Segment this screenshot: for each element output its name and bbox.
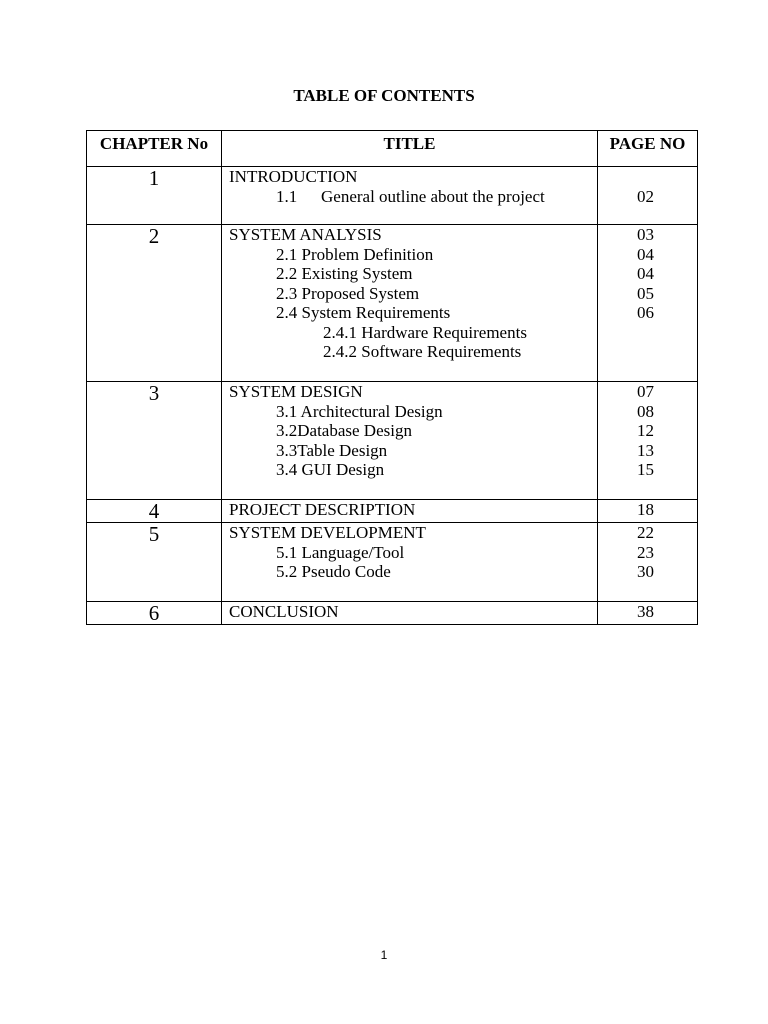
chapter-number: 6	[87, 602, 222, 625]
subsection-entry: 2.4 System Requirements	[276, 303, 451, 322]
table-row	[87, 382, 698, 500]
table-row	[87, 225, 698, 382]
page-no-header: PAGE NO	[598, 131, 698, 167]
subsection-entry: 3.1 Architectural Design	[276, 401, 443, 421]
subsection-entry: 3.2Database Design	[276, 421, 412, 440]
chapter-title-cell	[222, 523, 598, 602]
subsection-entry: 2.2 Existing System	[276, 264, 413, 283]
chapter-number: 2	[87, 225, 222, 382]
chapter-title-cell	[222, 382, 598, 500]
toc-table	[86, 130, 698, 625]
subsection-entry: 3.3Table Design	[276, 440, 388, 460]
page-number: 38	[637, 602, 654, 621]
subsubsection-entry: 2.4.2 Software Requirements	[323, 342, 522, 361]
page-number: 13	[637, 440, 654, 460]
subsection-number: 1.1	[276, 186, 298, 206]
chapter-title-cell	[222, 225, 598, 382]
chapter-number: 4	[87, 500, 222, 523]
footer-page-number: 1	[380, 948, 388, 962]
subsection-entry: 2.3 Proposed System	[276, 283, 420, 303]
title-header: TITLE	[222, 131, 598, 167]
chapter-no-header: CHAPTER No	[87, 131, 222, 167]
page-number: 23	[637, 542, 654, 562]
page-number: 05	[637, 283, 654, 303]
page-number: 30	[637, 562, 654, 581]
page-number: 12	[637, 421, 654, 440]
page-number: 08	[637, 401, 654, 421]
subsection-entry: 5.1 Language/Tool	[276, 542, 405, 562]
table-row	[87, 523, 698, 602]
page-title: TABLE OF CONTENTS	[293, 86, 475, 105]
chapter-heading: SYSTEM ANALYSIS	[229, 225, 382, 244]
page-number: 03	[637, 225, 654, 244]
table-row	[87, 167, 698, 225]
page-number-cell	[598, 602, 698, 625]
chapter-number: 3	[87, 382, 222, 500]
page-number: 07	[637, 382, 654, 401]
page-number-blank	[598, 167, 693, 187]
page-number: 15	[637, 460, 654, 479]
page-number: 04	[637, 264, 654, 283]
table-row	[87, 602, 698, 625]
chapter-title-cell	[222, 500, 598, 523]
page-number-cell	[598, 382, 698, 500]
page-number: 06	[637, 303, 654, 322]
subsection-entry	[229, 187, 597, 207]
subsection-entry: 2.1 Problem Definition	[276, 244, 434, 264]
chapter-heading: CONCLUSION	[229, 602, 339, 621]
chapter-title-cell	[222, 167, 598, 225]
page-number-cell	[598, 523, 698, 602]
subsection-text: General outline about the project	[321, 186, 545, 206]
chapter-heading: SYSTEM DEVELOPMENT	[229, 523, 426, 542]
page-number-cell	[598, 225, 698, 382]
page-number: 22	[637, 523, 654, 542]
page-number: 18	[637, 500, 654, 519]
chapter-heading: SYSTEM DESIGN	[229, 382, 363, 401]
table-row	[87, 500, 698, 523]
table-header-row	[87, 131, 698, 167]
page-number: 04	[637, 244, 654, 264]
page-number-cell	[598, 167, 698, 225]
subsection-entry: 5.2 Pseudo Code	[276, 562, 391, 581]
chapter-heading: PROJECT DESCRIPTION	[229, 500, 416, 519]
page-number: 02	[637, 186, 654, 206]
subsection-entry: 3.4 GUI Design	[276, 460, 385, 479]
page-number-cell	[598, 500, 698, 523]
chapter-number: 5	[87, 523, 222, 602]
chapter-number: 1	[87, 167, 222, 225]
chapter-title-cell	[222, 602, 598, 625]
chapter-heading: INTRODUCTION	[229, 167, 358, 186]
subsubsection-entry: 2.4.1 Hardware Requirements	[323, 322, 527, 342]
